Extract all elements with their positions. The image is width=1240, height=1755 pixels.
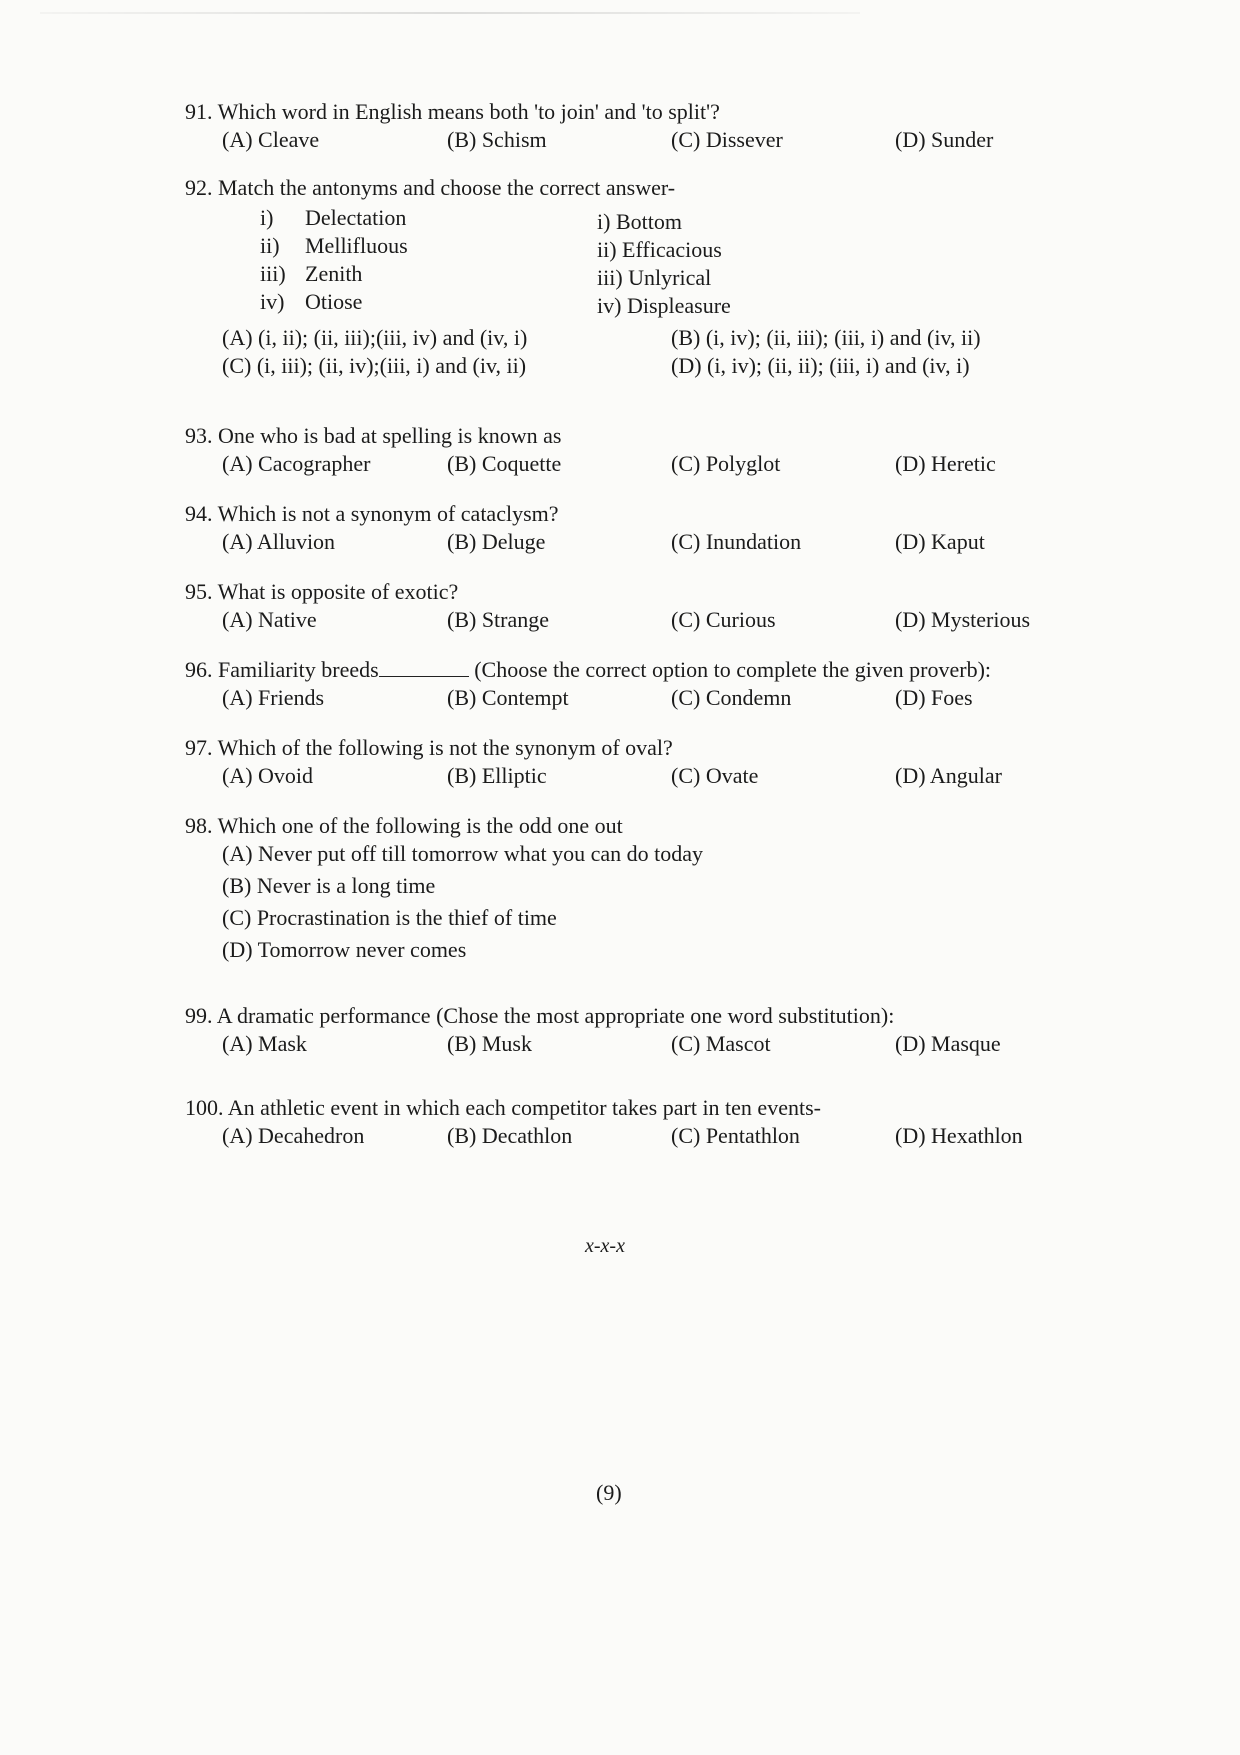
option-b: (B) Deluge <box>447 529 546 554</box>
option-a: (A) Decahedron <box>222 1123 365 1148</box>
match-right-item: i) Bottom <box>597 209 682 234</box>
match-left-column <box>260 204 408 316</box>
option-b: (B) Schism <box>447 127 547 152</box>
question-97 <box>185 734 1085 792</box>
question-94 <box>185 500 1085 558</box>
match-left-item: ii) Mellifluous <box>260 233 408 258</box>
question-text: 98. Which one of the following is the odd one out <box>185 813 623 838</box>
options-row <box>185 1030 1085 1060</box>
option-d: (D) Hexathlon <box>895 1123 1023 1148</box>
question-text: 95. What is opposite of exotic? <box>185 579 459 604</box>
page-number: (9) <box>596 1480 622 1505</box>
match-right-item: iv) Displeasure <box>597 293 731 318</box>
option-c: (C) Curious <box>671 607 776 632</box>
question-text: 91. Which word in English means both 'to join' and 'to split'? <box>185 99 720 124</box>
option-b: (B) Elliptic <box>447 763 547 788</box>
option-d: (D) Angular <box>895 763 1002 788</box>
option-a: (A) Never put off till tomorrow what you can do today <box>222 841 704 866</box>
question-text: 93. One who is bad at spelling is known as <box>185 423 562 448</box>
question-text: 97. Which of the following is not the synonym of oval? <box>185 735 673 760</box>
options-row <box>185 126 1085 156</box>
option-a: (A) Native <box>222 607 317 632</box>
option-c: (C) (i, iii); (ii, iv);(iii, i) and (iv, ii) <box>222 353 527 378</box>
option-b: (B) (i, iv); (ii, iii); (iii, i) and (iv, ii) <box>671 325 981 350</box>
option-a: (A) Ovoid <box>222 763 314 788</box>
question-96 <box>185 656 1085 714</box>
question-91 <box>185 98 1085 156</box>
option-c: (C) Inundation <box>671 529 802 554</box>
question-92 <box>185 174 1085 380</box>
scan-artifact-line <box>40 12 860 14</box>
option-d: (D) Sunder <box>895 127 994 152</box>
options-row <box>185 528 1085 558</box>
match-right-item: iii) Unlyrical <box>597 265 712 290</box>
option-a: (A) (i, ii); (ii, iii);(iii, iv) and (iv, i) <box>222 325 528 350</box>
question-text-instruction: (Choose the correct option to complete the given proverb): <box>474 657 992 682</box>
question-99 <box>185 1002 1085 1060</box>
option-b: (B) Coquette <box>447 451 562 476</box>
question-text: 100. An athletic event in which each competitor takes part in ten events- <box>185 1095 821 1120</box>
option-a: (A) Cleave <box>222 127 320 152</box>
question-text-start: 96. Familiarity breeds <box>185 657 379 682</box>
match-left-item: iii) Zenith <box>260 261 363 286</box>
option-d: (D) Mysterious <box>895 607 1031 632</box>
question-text <box>185 656 1085 684</box>
option-c: (C) Procrastination is the thief of time <box>222 905 557 930</box>
question-text: 99. A dramatic performance (Chose the most appropriate one word substitution): <box>185 1003 895 1028</box>
match-left-item: i) Delectation <box>260 205 407 230</box>
option-c: (C) Polyglot <box>671 451 781 476</box>
match-right-item: ii) Efficacious <box>597 237 722 262</box>
option-b: (B) Never is a long time <box>222 873 436 898</box>
match-left-item: iv) Otiose <box>260 289 363 314</box>
option-a: (A) Cacographer <box>222 451 371 476</box>
options-row <box>185 450 1085 480</box>
option-b: (B) Contempt <box>447 685 569 710</box>
option-b: (B) Strange <box>447 607 550 632</box>
option-b: (B) Musk <box>447 1031 532 1056</box>
options-row <box>185 324 1085 352</box>
question-98 <box>185 812 1085 968</box>
option-c: (C) Dissever <box>671 127 783 152</box>
options-row <box>185 1122 1085 1152</box>
option-c: (C) Mascot <box>671 1031 771 1056</box>
question-text: 92. Match the antonyms and choose the correct answer- <box>185 175 676 200</box>
question-100 <box>185 1094 1085 1152</box>
options-row <box>185 684 1085 714</box>
question-text: 94. Which is not a synonym of cataclysm? <box>185 501 559 526</box>
option-d: (D) Heretic <box>895 451 996 476</box>
end-of-paper-mark: x-x-x <box>585 1235 625 1257</box>
option-d: (D) Tomorrow never comes <box>222 937 467 962</box>
option-a: (A) Mask <box>222 1031 307 1056</box>
options-row <box>185 762 1085 792</box>
option-b: (B) Decathlon <box>447 1123 573 1148</box>
options-row <box>185 352 1085 380</box>
fill-in-blank <box>379 658 469 677</box>
option-a: (A) Alluvion <box>222 529 336 554</box>
option-c: (C) Pentathlon <box>671 1123 800 1148</box>
option-d: (D) Masque <box>895 1031 1001 1056</box>
option-d: (D) Foes <box>895 685 973 710</box>
question-list <box>185 98 1085 1152</box>
option-c: (C) Condemn <box>671 685 792 710</box>
option-d: (D) (i, iv); (ii, ii); (iii, i) and (iv, i) <box>671 353 970 378</box>
option-d: (D) Kaput <box>895 529 985 554</box>
question-93 <box>185 422 1085 480</box>
match-table <box>185 204 1085 318</box>
option-a: (A) Friends <box>222 685 325 710</box>
match-right-column <box>597 208 731 320</box>
options-row <box>185 606 1085 636</box>
question-95 <box>185 578 1085 636</box>
option-c: (C) Ovate <box>671 763 759 788</box>
